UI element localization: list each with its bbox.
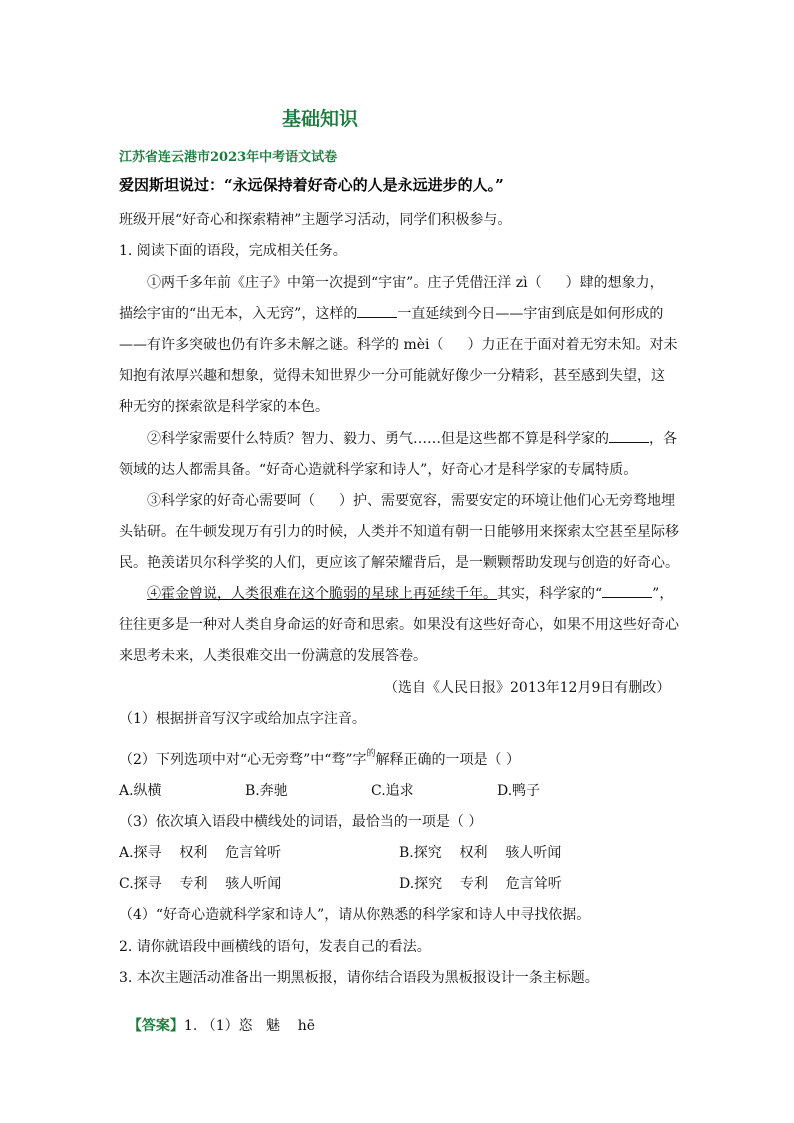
task-2-option-c: C.追求 bbox=[371, 783, 414, 799]
task-1: （1）根据拼音写汉字或给加点字注音。 bbox=[119, 711, 366, 727]
paragraph-4-line-2: 往往更多是一种对人类自身命运的好奇和思索。如果没有这些好奇心，如果不用这些好奇心 bbox=[119, 617, 679, 633]
page-title: 基础知识 bbox=[282, 108, 359, 130]
answer-label: 【答案】 bbox=[127, 1018, 184, 1034]
question-1: 1. 阅读下面的语段，完成相关任务。 bbox=[119, 243, 347, 259]
task-2-option-a: A.纵横 bbox=[119, 783, 162, 799]
task-3-option-a: A.探寻 权利 危言耸听 bbox=[119, 845, 282, 861]
task-2-option-b: B.奔驰 bbox=[245, 783, 288, 799]
paragraph-3-line-2: 头钻研。在牛顿发现万有引力的时候，人类并不知道有朝一日能够用来探索太空甚至星际移 bbox=[119, 524, 679, 540]
paragraph-4-line-1: ④霍金曾说，人类很难在这个脆弱的星球上再延续千年。其实，科学家的“ ”， bbox=[147, 583, 673, 603]
task-3-option-b: B.探究 权利 骇人听闻 bbox=[399, 845, 562, 861]
paragraph-2-line-2: 领域的达人都需具备。“好奇心造就科学家和诗人”，好奇心才是科学家的专属特质。 bbox=[119, 462, 638, 478]
citation: （选自《人民日报》2013年12月9日有删改） bbox=[384, 680, 671, 696]
paragraph-1-line-1: ①两千多年前《庄子》中第一次提到“宇宙”。庄子凭借汪洋 zì（ ）肆的想象力， bbox=[147, 275, 664, 291]
paragraph-2-line-1: ②科学家需要什么特质？智力、毅力、勇气……但是这些都不算是科学家的 ，各 bbox=[147, 428, 677, 448]
paragraph-3-line-1: ③科学家的好奇心需要呵（ ）护、需要宽容，需要安定的环境让他们心无旁骛地埋 bbox=[147, 493, 675, 509]
paragraph-3-line-3: 民。艳羡诺贝尔科学奖的人们，更应该了解荣耀背后，是一颗颗帮助发现与创造的好奇心。 bbox=[119, 555, 679, 571]
einstein-quote: 爱因斯坦说过：“永远保持着好奇心的人是永远进步的人。” bbox=[119, 176, 504, 194]
paragraph-1-line-2: 描绘宇宙的“出无本，入无窍”，这样的 一直延续到今日——宇宙到底是如何形成的 bbox=[119, 303, 663, 323]
question-3: 3. 本次主题活动准备出一期黑板报，请你结合语段为黑板报设计一条主标题。 bbox=[119, 970, 599, 986]
task-4: （4）“好奇心造就科学家和诗人”，请从你熟悉的科学家和诗人中寻找依据。 bbox=[119, 907, 591, 923]
underlined-sentence: ④霍金曾说，人类很难在这个脆弱的星球上再延续千年。 bbox=[147, 586, 497, 602]
exam-source: 江苏省连云港市2023年中考语文试卷 bbox=[119, 150, 338, 165]
task-2: （2）下列选项中对“心无旁骛”中“骛”字$^的$解释正确的一项是（ ） bbox=[119, 749, 521, 768]
task-3-option-c: C.探寻 专利 骇人听闻 bbox=[119, 876, 282, 892]
paragraph-4-line-3: 来思考未来，人类很难交出一份满意的发展答卷。 bbox=[119, 648, 427, 664]
answer: 【答案】1. （1）恣 魅 hē bbox=[127, 1018, 316, 1034]
paragraph-1-line-5: 种无穷的探索欲是科学家的本色。 bbox=[119, 399, 329, 415]
intro-text: 班级开展“好奇心和探索精神”主题学习活动，同学们积极参与。 bbox=[119, 212, 512, 228]
paragraph-1-line-3: ——有许多突破也仍有许多未解之谜。科学的 mèi（ ）力正在于面对着无穷未知。对未 bbox=[119, 337, 678, 353]
task-2-option-d: D.鸭子 bbox=[497, 783, 541, 799]
task-3: （3）依次填入语段中横线处的词语，最恰当的一项是（ ） bbox=[119, 814, 483, 830]
paragraph-1-line-4: 知抱有浓厚兴趣和想象，觉得未知世界少一分可能就好像少一分精彩，甚至感到失望，这 bbox=[119, 368, 665, 384]
question-2: 2. 请你就语段中画横线的语句，发表自己的看法。 bbox=[119, 939, 431, 955]
task-3-option-d: D.探究 专利 危言耸听 bbox=[399, 876, 562, 892]
